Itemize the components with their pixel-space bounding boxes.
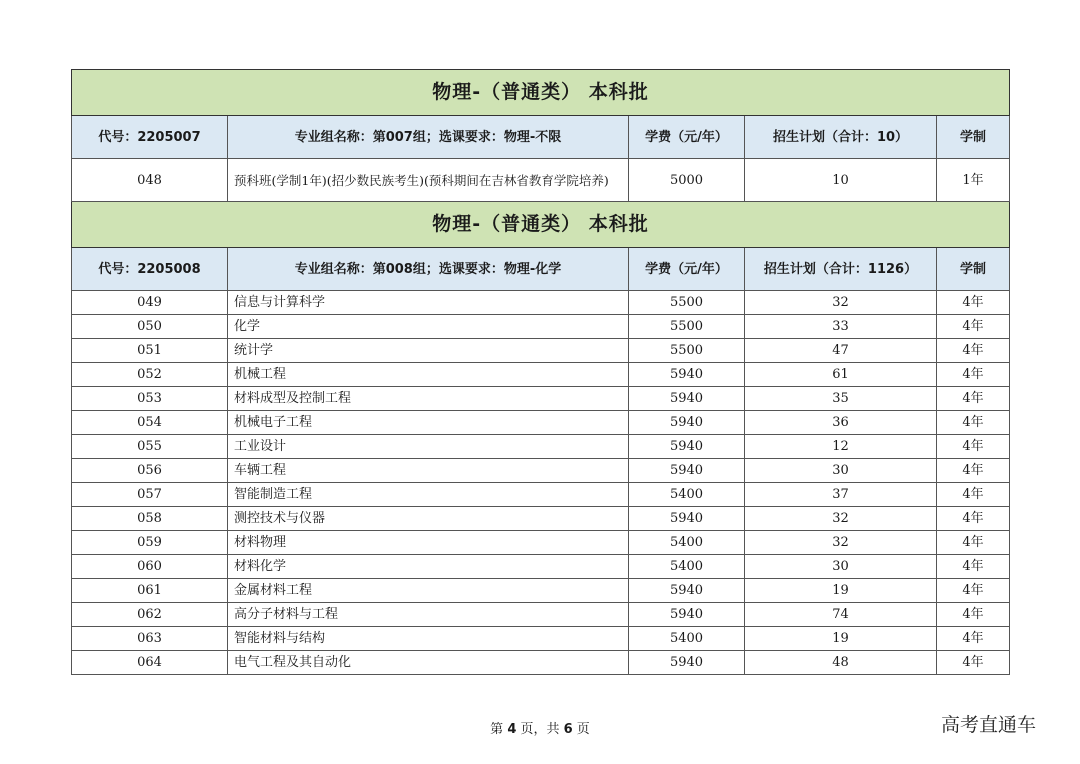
table-row <box>72 507 1010 531</box>
table-row <box>72 603 1010 627</box>
enrollment-plan: 32 <box>745 531 937 555</box>
enrollment-plan: 30 <box>745 555 937 579</box>
major-code: 057 <box>72 483 228 507</box>
enrollment-plan: 37 <box>745 483 937 507</box>
major-name: 测控技术与仪器 <box>228 507 629 531</box>
table-row <box>72 651 1010 675</box>
study-years: 4年 <box>937 555 1010 579</box>
major-name: 机械工程 <box>228 363 629 387</box>
major-code: 059 <box>72 531 228 555</box>
tuition-fee: 5940 <box>629 651 745 675</box>
study-years: 4年 <box>937 579 1010 603</box>
enrollment-plan: 19 <box>745 579 937 603</box>
major-name: 智能制造工程 <box>228 483 629 507</box>
enrollment-plan: 48 <box>745 651 937 675</box>
section1-header-code: 代号：2205007 <box>72 116 228 159</box>
major-code: 054 <box>72 411 228 435</box>
enrollment-plan: 47 <box>745 339 937 363</box>
tuition-fee: 5400 <box>629 627 745 651</box>
enrollment-plan: 74 <box>745 603 937 627</box>
tuition-fee: 5940 <box>629 363 745 387</box>
major-code: 056 <box>72 459 228 483</box>
tuition-fee: 5940 <box>629 579 745 603</box>
enrollment-plan: 61 <box>745 363 937 387</box>
admission-plan-sheet <box>71 69 1009 675</box>
tuition-fee: 5000 <box>629 159 745 202</box>
major-name: 化学 <box>228 315 629 339</box>
tuition-fee: 5500 <box>629 339 745 363</box>
watermark: 高考直通车 <box>941 714 1037 736</box>
table-row <box>72 555 1010 579</box>
major-code: 051 <box>72 339 228 363</box>
major-code: 050 <box>72 315 228 339</box>
section2-header-years: 学制 <box>937 248 1010 291</box>
tuition-fee: 5940 <box>629 387 745 411</box>
major-code: 062 <box>72 603 228 627</box>
footer-total-pages: 6 <box>563 722 573 737</box>
study-years: 4年 <box>937 507 1010 531</box>
table-row <box>72 411 1010 435</box>
table-body <box>72 70 1010 675</box>
study-years: 4年 <box>937 483 1010 507</box>
table-row <box>72 531 1010 555</box>
study-years: 4年 <box>937 363 1010 387</box>
admission-plan-table <box>71 69 1010 675</box>
enrollment-plan: 30 <box>745 459 937 483</box>
table-row <box>72 627 1010 651</box>
major-code: 061 <box>72 579 228 603</box>
section1-header-years: 学制 <box>937 116 1010 159</box>
study-years: 4年 <box>937 603 1010 627</box>
section2-header-group: 专业组名称：第008组；选课要求：物理-化学 <box>228 248 629 291</box>
section2-header-plan: 招生计划（合计：1126） <box>745 248 937 291</box>
study-years: 1年 <box>937 159 1010 202</box>
table-row <box>72 363 1010 387</box>
section1-header-fee: 学费（元/年） <box>629 116 745 159</box>
section1-banner-row <box>72 70 1010 116</box>
table-row <box>72 339 1010 363</box>
major-code: 049 <box>72 291 228 315</box>
tuition-fee: 5940 <box>629 411 745 435</box>
major-code: 064 <box>72 651 228 675</box>
major-name: 统计学 <box>228 339 629 363</box>
table-row <box>72 291 1010 315</box>
footer-prefix: 第 <box>490 722 508 737</box>
enrollment-plan: 12 <box>745 435 937 459</box>
study-years: 4年 <box>937 315 1010 339</box>
major-name: 机械电子工程 <box>228 411 629 435</box>
major-code: 053 <box>72 387 228 411</box>
study-years: 4年 <box>937 387 1010 411</box>
tuition-fee: 5500 <box>629 315 745 339</box>
section1-header-plan: 招生计划（合计：10） <box>745 116 937 159</box>
page-footer <box>0 718 1080 737</box>
major-name: 预科班(学制1年)(招少数民族考生)(预科期间在吉林省教育学院培养) <box>228 159 629 202</box>
major-code: 063 <box>72 627 228 651</box>
major-name: 金属材料工程 <box>228 579 629 603</box>
table-row <box>72 579 1010 603</box>
major-name: 电气工程及其自动化 <box>228 651 629 675</box>
tuition-fee: 5400 <box>629 483 745 507</box>
enrollment-plan: 33 <box>745 315 937 339</box>
study-years: 4年 <box>937 531 1010 555</box>
tuition-fee: 5500 <box>629 291 745 315</box>
enrollment-plan: 35 <box>745 387 937 411</box>
major-name: 材料成型及控制工程 <box>228 387 629 411</box>
section2-header-fee: 学费（元/年） <box>629 248 745 291</box>
study-years: 4年 <box>937 651 1010 675</box>
study-years: 4年 <box>937 435 1010 459</box>
footer-middle: 页，共 <box>516 722 564 737</box>
study-years: 4年 <box>937 627 1010 651</box>
section2-header-row <box>72 248 1010 291</box>
footer-suffix: 页 <box>572 722 590 737</box>
tuition-fee: 5940 <box>629 435 745 459</box>
major-name: 高分子材料与工程 <box>228 603 629 627</box>
section2-header-code: 代号：2205008 <box>72 248 228 291</box>
study-years: 4年 <box>937 459 1010 483</box>
tuition-fee: 5400 <box>629 531 745 555</box>
study-years: 4年 <box>937 291 1010 315</box>
table-row <box>72 435 1010 459</box>
major-name: 工业设计 <box>228 435 629 459</box>
section2-banner-row <box>72 202 1010 248</box>
table-row <box>72 483 1010 507</box>
table-row <box>72 315 1010 339</box>
section2-banner: 物理-（普通类） 本科批 <box>72 202 1010 248</box>
table-row <box>72 459 1010 483</box>
tuition-fee: 5940 <box>629 507 745 531</box>
major-code: 060 <box>72 555 228 579</box>
table-row <box>72 387 1010 411</box>
section1-header-group: 专业组名称：第007组；选课要求：物理-不限 <box>228 116 629 159</box>
enrollment-plan: 36 <box>745 411 937 435</box>
tuition-fee: 5940 <box>629 459 745 483</box>
major-code: 048 <box>72 159 228 202</box>
enrollment-plan: 32 <box>745 291 937 315</box>
major-name: 材料物理 <box>228 531 629 555</box>
enrollment-plan: 10 <box>745 159 937 202</box>
major-name: 材料化学 <box>228 555 629 579</box>
table-row <box>72 159 1010 202</box>
enrollment-plan: 19 <box>745 627 937 651</box>
section1-header-row <box>72 116 1010 159</box>
tuition-fee: 5940 <box>629 603 745 627</box>
footer-page-number: 4 <box>507 722 517 737</box>
major-name: 智能材料与结构 <box>228 627 629 651</box>
tuition-fee: 5400 <box>629 555 745 579</box>
major-name: 车辆工程 <box>228 459 629 483</box>
major-code: 058 <box>72 507 228 531</box>
major-code: 052 <box>72 363 228 387</box>
section1-banner: 物理-（普通类） 本科批 <box>72 70 1010 116</box>
study-years: 4年 <box>937 411 1010 435</box>
study-years: 4年 <box>937 339 1010 363</box>
major-name: 信息与计算科学 <box>228 291 629 315</box>
enrollment-plan: 32 <box>745 507 937 531</box>
major-code: 055 <box>72 435 228 459</box>
